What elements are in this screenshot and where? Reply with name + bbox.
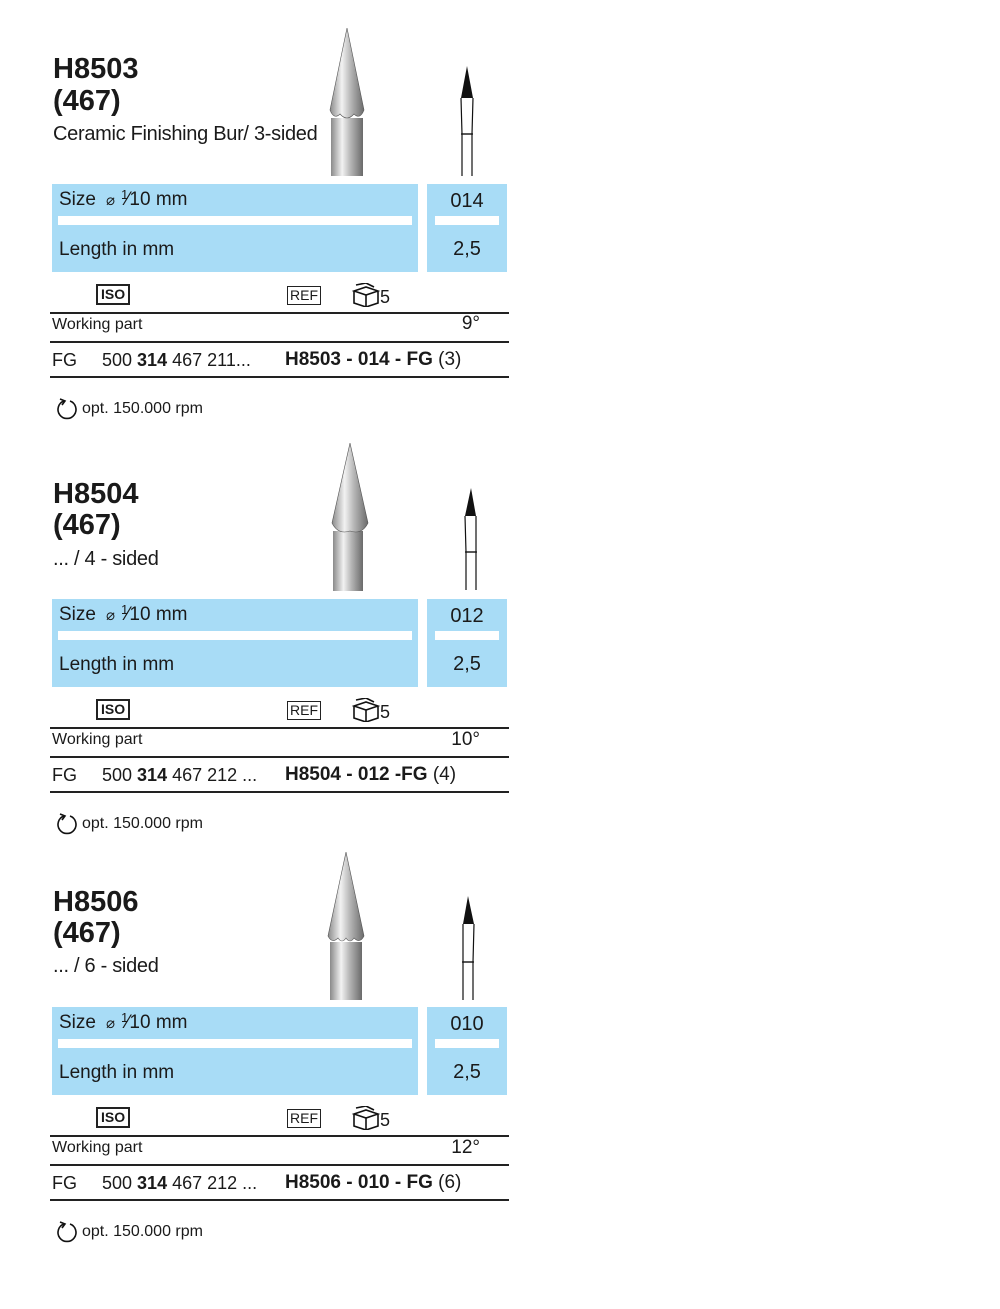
product-description: ... / 6 - sided — [53, 955, 159, 977]
pack-quantity: 5 — [380, 702, 391, 722]
divider-bar — [58, 631, 412, 640]
bur-photo — [324, 852, 370, 1000]
order-number: 500 314 467 211... — [102, 350, 251, 370]
iso-badge: ISO — [96, 1107, 130, 1128]
reference-code: H8506 - 010 - FG (6) — [285, 1172, 462, 1193]
size-label: Size ⌀ $^1$⁄10 mm — [59, 1010, 188, 1033]
diameter-icon: ⌀ — [105, 1015, 115, 1032]
package-icon — [352, 698, 380, 722]
length-label: Length in mm — [59, 239, 175, 260]
product-code: H8504 — [53, 478, 139, 510]
divider-line — [50, 1164, 509, 1166]
rpm-label: opt. 150.000 rpm — [82, 815, 203, 832]
spec-value-panel — [427, 1007, 507, 1095]
size-value: 010 — [450, 1013, 484, 1035]
spec-label-panel — [52, 599, 418, 687]
working-part-label: Working part — [52, 731, 143, 748]
diameter-icon: ⌀ — [105, 192, 115, 209]
pack-quantity: 5 — [380, 287, 391, 307]
divider-line — [50, 1199, 509, 1201]
iso-number: (467) — [53, 509, 121, 541]
rpm-label: opt. 150.000 rpm — [82, 400, 203, 417]
product-code: H8503 — [53, 53, 139, 85]
pack-quantity: 5 — [380, 1110, 391, 1130]
divider-bar — [435, 1039, 499, 1048]
length-value: 2,5 — [453, 653, 481, 675]
diameter-icon: ⌀ — [105, 607, 115, 624]
ref-badge: REF — [287, 701, 321, 720]
iso-badge: ISO — [96, 284, 130, 305]
bur-schematic — [452, 896, 482, 1006]
divider-bar — [435, 631, 499, 640]
spec-value-panel — [427, 599, 507, 687]
order-number: 500 314 467 212 ... — [102, 1173, 258, 1193]
bur-schematic — [452, 480, 482, 590]
size-value: 014 — [450, 190, 484, 212]
working-part-label: Working part — [52, 1139, 143, 1156]
spec-label-panel — [52, 1007, 418, 1095]
shank-type: FG — [52, 350, 77, 370]
size-value: 012 — [450, 605, 484, 627]
rotation-icon — [56, 813, 78, 835]
rotation-icon — [56, 1221, 78, 1243]
divider-line — [50, 756, 509, 758]
length-label: Length in mm — [59, 654, 175, 675]
reference-code: H8504 - 012 -FG (4) — [285, 764, 457, 785]
ref-badge: REF — [287, 286, 321, 305]
working-part-label: Working part — [52, 316, 143, 333]
length-label: Length in mm — [59, 1062, 175, 1083]
package-icon — [352, 1106, 380, 1130]
reference-code: H8503 - 014 - FG (3) — [285, 349, 462, 370]
bur-photo — [324, 443, 370, 591]
shank-type: FG — [52, 765, 77, 785]
rpm-label: opt. 150.000 rpm — [82, 1223, 203, 1240]
product-description: Ceramic Finishing Bur/ 3-sided — [53, 123, 318, 145]
iso-number: (467) — [53, 85, 121, 117]
divider-line — [50, 791, 509, 793]
size-label: Size ⌀ $^1$⁄10 mm — [59, 187, 188, 210]
order-number: 500 314 467 212 ... — [102, 765, 258, 785]
length-value: 2,5 — [453, 1061, 481, 1083]
iso-badge: ISO — [96, 699, 130, 720]
length-value: 2,5 — [453, 238, 481, 260]
angle-value: 9° — [461, 313, 480, 334]
shank-type: FG — [52, 1173, 77, 1193]
ref-badge: REF — [287, 1109, 321, 1128]
product-description: ... / 4 - sided — [53, 548, 159, 570]
size-label: Size ⌀ $^1$⁄10 mm — [59, 602, 188, 625]
angle-value: 12° — [451, 1137, 480, 1158]
angle-value: 10° — [451, 729, 480, 750]
divider-bar — [58, 1039, 412, 1048]
iso-number: (467) — [53, 917, 121, 949]
product-code: H8506 — [53, 886, 139, 918]
